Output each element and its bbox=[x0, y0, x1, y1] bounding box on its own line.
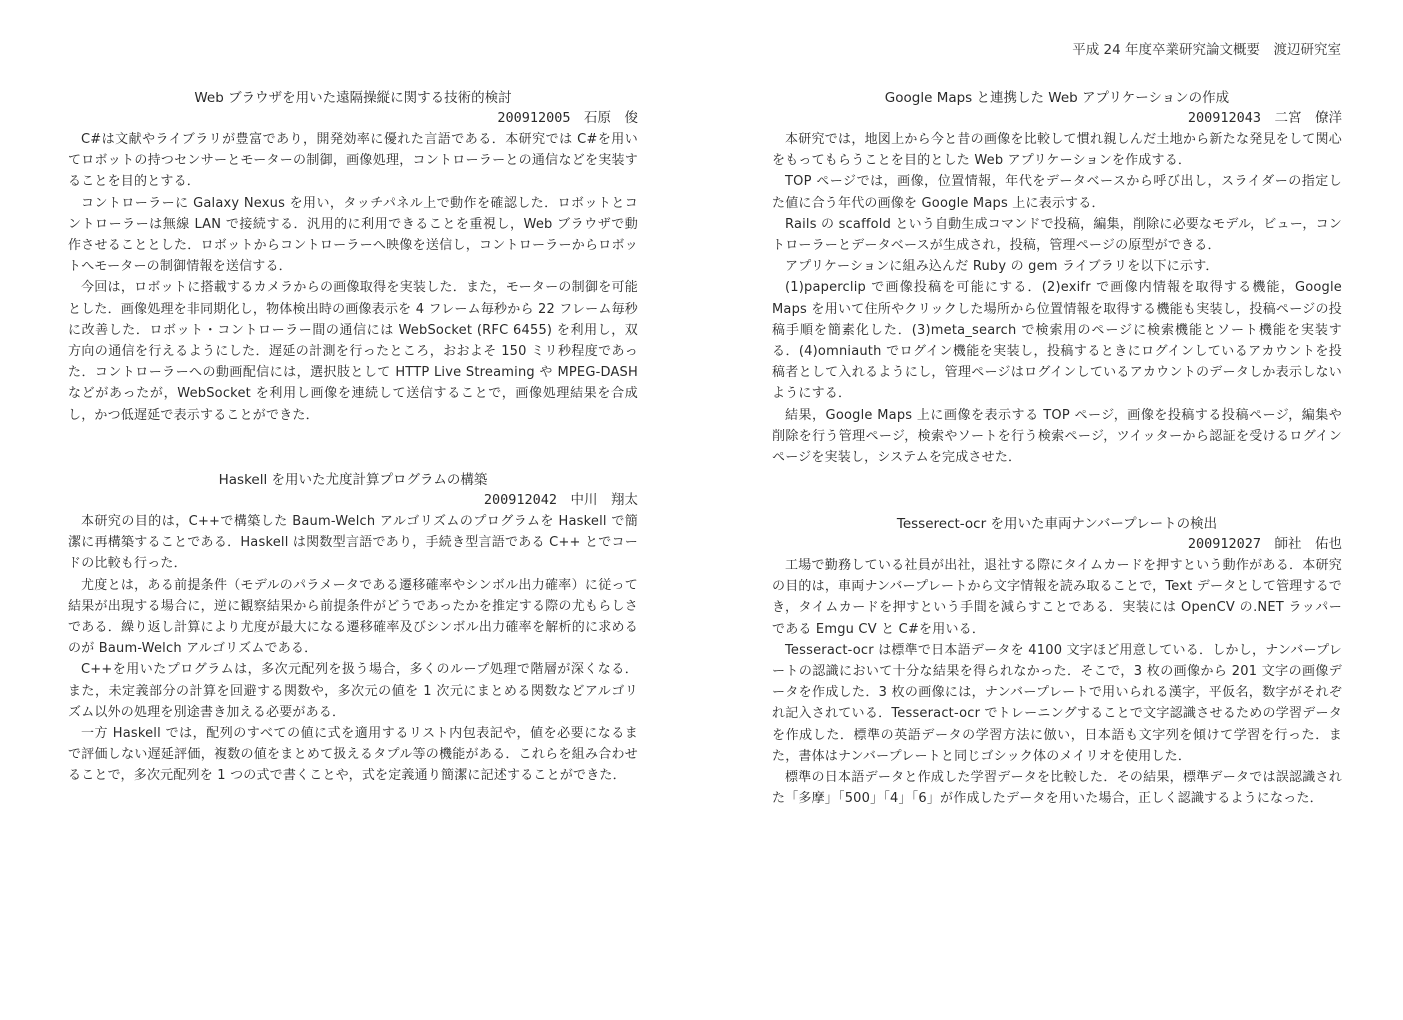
article-google-maps-webapp bbox=[772, 88, 1342, 468]
paragraph: C#は文献やライブラリが豊富であり，開発効率に優れた言語である．本研究では C#を用いてロボットの持つセンサーとモーターの制御，画像処理，コントローラーとの通信などを実装することを目的とする． bbox=[68, 132, 638, 190]
paragraph: 本研究では，地図上から今と昔の画像を比較して慣れ親しんだ土地から新たな発見をして関心をもってもらうことを目的とした Web アプリケーションを作成する． bbox=[772, 132, 1342, 169]
paragraph: TOP ページでは，画像，位置情報，年代をデータベースから呼び出し，スライダーの指定した値に合う年代の画像を Google Maps 上に表示する． bbox=[772, 174, 1342, 211]
article-title: Haskell を用いた尤度計算プログラムの構築 bbox=[218, 472, 488, 488]
author-name: 師社 佑也 bbox=[1274, 536, 1342, 552]
article-web-browser-remote bbox=[68, 88, 638, 426]
paragraph: (1)paperclip で画像投稿を可能にする．(2)exifr で画像内情報を取得する機能，Google Maps を用いて住所やクリックした場所から位置情報を取得する機能も実装し，投稿ページの投稿手順を簡素化した．(3)meta_search で検索用のページに検索機能とソート機能を実装する．(4)omniauth でログイン機能を実装し，投稿するときにログインしているアカウントを投稿者として入れるようにし，管理ページはログインしているアカウントのデータしか表示しないようにする． bbox=[772, 280, 1342, 402]
article-author bbox=[772, 534, 1342, 555]
paragraph: 標準の日本語データと作成した学習データを比較した．その結果，標準データでは誤認識された「多摩」「500」「4」「6」が作成したデータを用いた場合，正しく認識するようになった． bbox=[772, 770, 1342, 807]
paragraph: Rails の scaffold という自動生成コマンドで投稿，編集，削除に必要なモデル，ビュー，コントローラーとデータベースが生成され，投稿，管理ページの原型ができる． bbox=[772, 216, 1342, 254]
paragraph: アプリケーションに組み込んだ Ruby の gem ライブラリを以下に示す． bbox=[785, 259, 1219, 275]
paragraph: 今回は，ロボットに搭載するカメラからの画像取得を実装した．また，モーターの制御を可能とした．画像処理を非同期化し，物体検出時の画像表示を 4 フレーム毎秒から 22 フレーム毎秒に改善した．ロボット・コントローラー間の通信には WebSocket (RFC 6455) を利用し，双方向の通信を行えるようにした．遅延の計測を行ったところ，おおよそ 150 ミリ秒程度であった．コントローラーへの動画配信には，選択肢として HTTP Live Streaming や MPEG-DASH などがあったが，WebSocket を利用し画像を連続して送信することで，画像処理結果を合成し，かつ低遅延で表示することができた． bbox=[68, 280, 638, 423]
article-author bbox=[772, 108, 1342, 129]
paragraph: C++を用いたプログラムは，多次元配列を扱う場合，多くのループ処理で階層が深くなる．また，未定義部分の計算を回避する関数や，多次元の値を 1 次元にまとめる関数などアルゴリズム以外の処理を別途書き加える必要がある． bbox=[68, 662, 638, 720]
paragraph: コントローラーに Galaxy Nexus を用い，タッチパネル上で動作を確認した．ロボットとコントローラーは無線 LAN で接続する．汎用的に利用できることを重視し，Web ブラウザで動作させることとした．ロボットからコントローラーへ映像を送信し，コントローラーからロボットへモーターの制御情報を送信する． bbox=[68, 195, 638, 275]
page-header: 平成 24 年度卒業研究論文概要 渡辺研究室 bbox=[1072, 42, 1341, 58]
author-name: 中川 翔太 bbox=[570, 492, 638, 508]
paragraph: 一方 Haskell では，配列のすべての値に式を適用するリスト内包表記や，値を必要になるまで評価しない遅延評価，複数の値をまとめて扱えるタプル等の機能がある．これらを組み合わせることで，多次元配列を 1 つの式で書くことや，式を定義通り簡潔に記述することができた． bbox=[68, 726, 638, 784]
student-id: 200912005 bbox=[497, 110, 571, 126]
paragraph: 結果，Google Maps 上に画像を表示する TOP ページ，画像を投稿する投稿ページ，編集や削除を行う管理ページ，検索やソートを行う検索ページ，ツイッターから認証を受けるログインページを実装し，システムを完成させた． bbox=[772, 407, 1342, 466]
article-author bbox=[68, 108, 638, 129]
article-tesseract-plate bbox=[772, 514, 1342, 809]
author-name: 石原 俊 bbox=[584, 110, 638, 126]
paragraph: 尤度とは，ある前提条件（モデルのパラメータである遷移確率やシンボル出力確率）に従って結果が出現する場合に，逆に観察結果から前提条件がどうであったかを推定する際の尤もらしさである．繰り返し計算により尤度が最大になる遷移確率及びシンボル出力確率を解析的に求めるのが Baum-Welch アルゴリズムである． bbox=[68, 577, 638, 657]
article-title: Tesserect-ocr を用いた車両ナンバープレートの検出 bbox=[896, 516, 1218, 532]
student-id: 200912027 bbox=[1187, 536, 1261, 552]
article-title: Google Maps と連携した Web アプリケーションの作成 bbox=[884, 90, 1230, 106]
paragraph: 工場で勤務している社員が出社，退社する際にタイムカードを押すという動作がある．本研究の目的は，車両ナンバープレートから文字情報を読み取ることで，Text データとして管理するでき，タイムカードを押すという手間を減らすことである．実装には OpenCV の.NET ラッパーである Emgu CV と C#を用いる． bbox=[772, 558, 1342, 637]
article-haskell-likelihood bbox=[68, 470, 638, 787]
student-id: 200912042 bbox=[483, 492, 557, 508]
paragraph: Tesseract-ocr は標準で日本語データを 4100 文字ほど用意している．しかし，ナンバープレートの認識において十分な結果を得られなかった．そこで，3 枚の画像から 201 文字の画像データを作成した．3 枚の画像には，ナンバープレートで用いられる漢字，平仮名，数字がそれぞれ記入されている．Tesseract-ocr でトレーニングすることで文字認識させるための学習データを作成した．標準の英語データの学習方法に倣い，日本語も文字列を傾けて学習を行った．また，書体はナンバープレートと同じゴシック体のメイリオを使用した． bbox=[772, 642, 1342, 764]
author-name: 二宮 僚洋 bbox=[1274, 110, 1342, 126]
paragraph: 本研究の目的は，C++で構築した Baum-Welch アルゴリズムのプログラムを Haskell で簡潔に再構築することである．Haskell は関数型言語であり，手続き型言語である C++ とでコードの比較も行った． bbox=[68, 514, 638, 572]
article-title: Web ブラウザを用いた遠隔操縦に関する技術的検討 bbox=[194, 90, 512, 106]
student-id: 200912043 bbox=[1187, 110, 1261, 126]
article-author bbox=[68, 490, 638, 511]
